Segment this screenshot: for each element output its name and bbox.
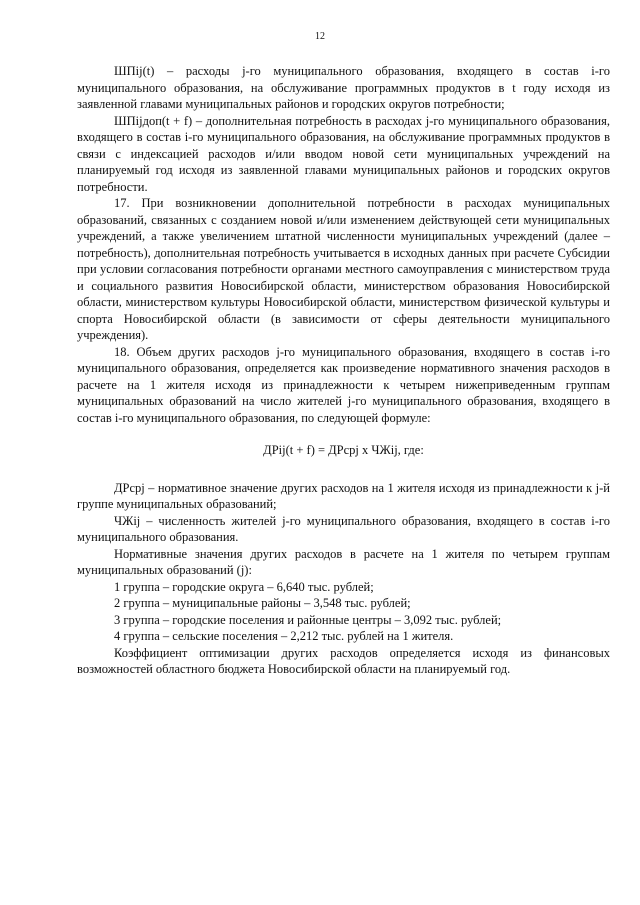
paragraph-chzh-definition: ЧЖij – численность жителей j-го муниципального образования, входящего в состав i-го муниципального образования. <box>77 513 610 544</box>
group-item-4: 4 группа – сельские поселения – 2,212 тыс. рублей на 1 жителя. <box>114 629 454 643</box>
paragraph-shp-definition: ШПij(t) – расходы j-го муниципального образования, входящего в состав i-го муниципального образования, на обслуживание программных продуктов в t году исходя из заявленной главами муниципальных районов и городских округов потребности; <box>77 64 610 111</box>
page-number: 12 <box>315 31 325 42</box>
formula: ДРij(t + f) = ДРсрj x ЧЖij, где: <box>263 443 424 457</box>
paragraph-drsr-definition: ДРсрj – нормативное значение других расходов на 1 жителя исходя из принадлежности к j-й группе муниципальных образований; <box>77 480 610 511</box>
paragraph-shp-additional-definition: ШПijдоп(t + f) – дополнительная потребность в расходах j-го муниципального образования, входящего в состав i-го муниципального образования, на обслуживание программных продуктов в связи с индексацией расходов и/или вводом новой сети муниципальных учреждений на планируемый год исходя из заявленной главами муниципальных районов и городских округов потребности. <box>77 113 610 194</box>
paragraph-item-17: 17. При возникновении дополнительной потребности в расходах муниципальных образований, связанных с созданием новой и/или изменением действующей сети муниципальных учреждений, а также увеличением штатной численности муниципальных учреждений (далее – потребность), дополнительная потребность учитывается в исходных данных при расчете Субсидии при условии согласования потребности органами местного самоуправления с министерством труда и социального развития Новосибирской области, министерством образования Новосибирской области, министерством культуры Новосибирской области, министерством физической культуры и спорта Новосибирской области (в зависимости от сферы деятельности муниципального учреждения). <box>77 196 610 342</box>
paragraph-item-18: 18. Объем других расходов j-го муниципального образования, входящего в состав i-го муниципального образования, определяется как произведение нормативного значения расходов в расчете на 1 жителя исходя из принадлежности к четырем нижеприведенным группам муниципальных образований на число жителей j-го муниципального образования, входящего в состав i-го муниципального образования, по следующей формуле: <box>77 344 610 425</box>
document-body <box>77 63 610 678</box>
group-item-1: 1 группа – городские округа – 6,640 тыс. рублей; <box>114 579 374 594</box>
paragraph-normative-values: Нормативные значения других расходов в расчете на 1 жителя по четырем группам муниципальных образований (j): <box>77 546 610 577</box>
group-item-3: 3 группа – городские поселения и районные центры – 3,092 тыс. рублей; <box>114 612 502 627</box>
paragraph-optimization-coefficient: Коэффициент оптимизации других расходов определяется исходя из финансовых возможностей областного бюджета Новосибирской области на планируемый год. <box>77 645 610 676</box>
group-item-2: 2 группа – муниципальные районы – 3,548 тыс. рублей; <box>114 596 411 610</box>
